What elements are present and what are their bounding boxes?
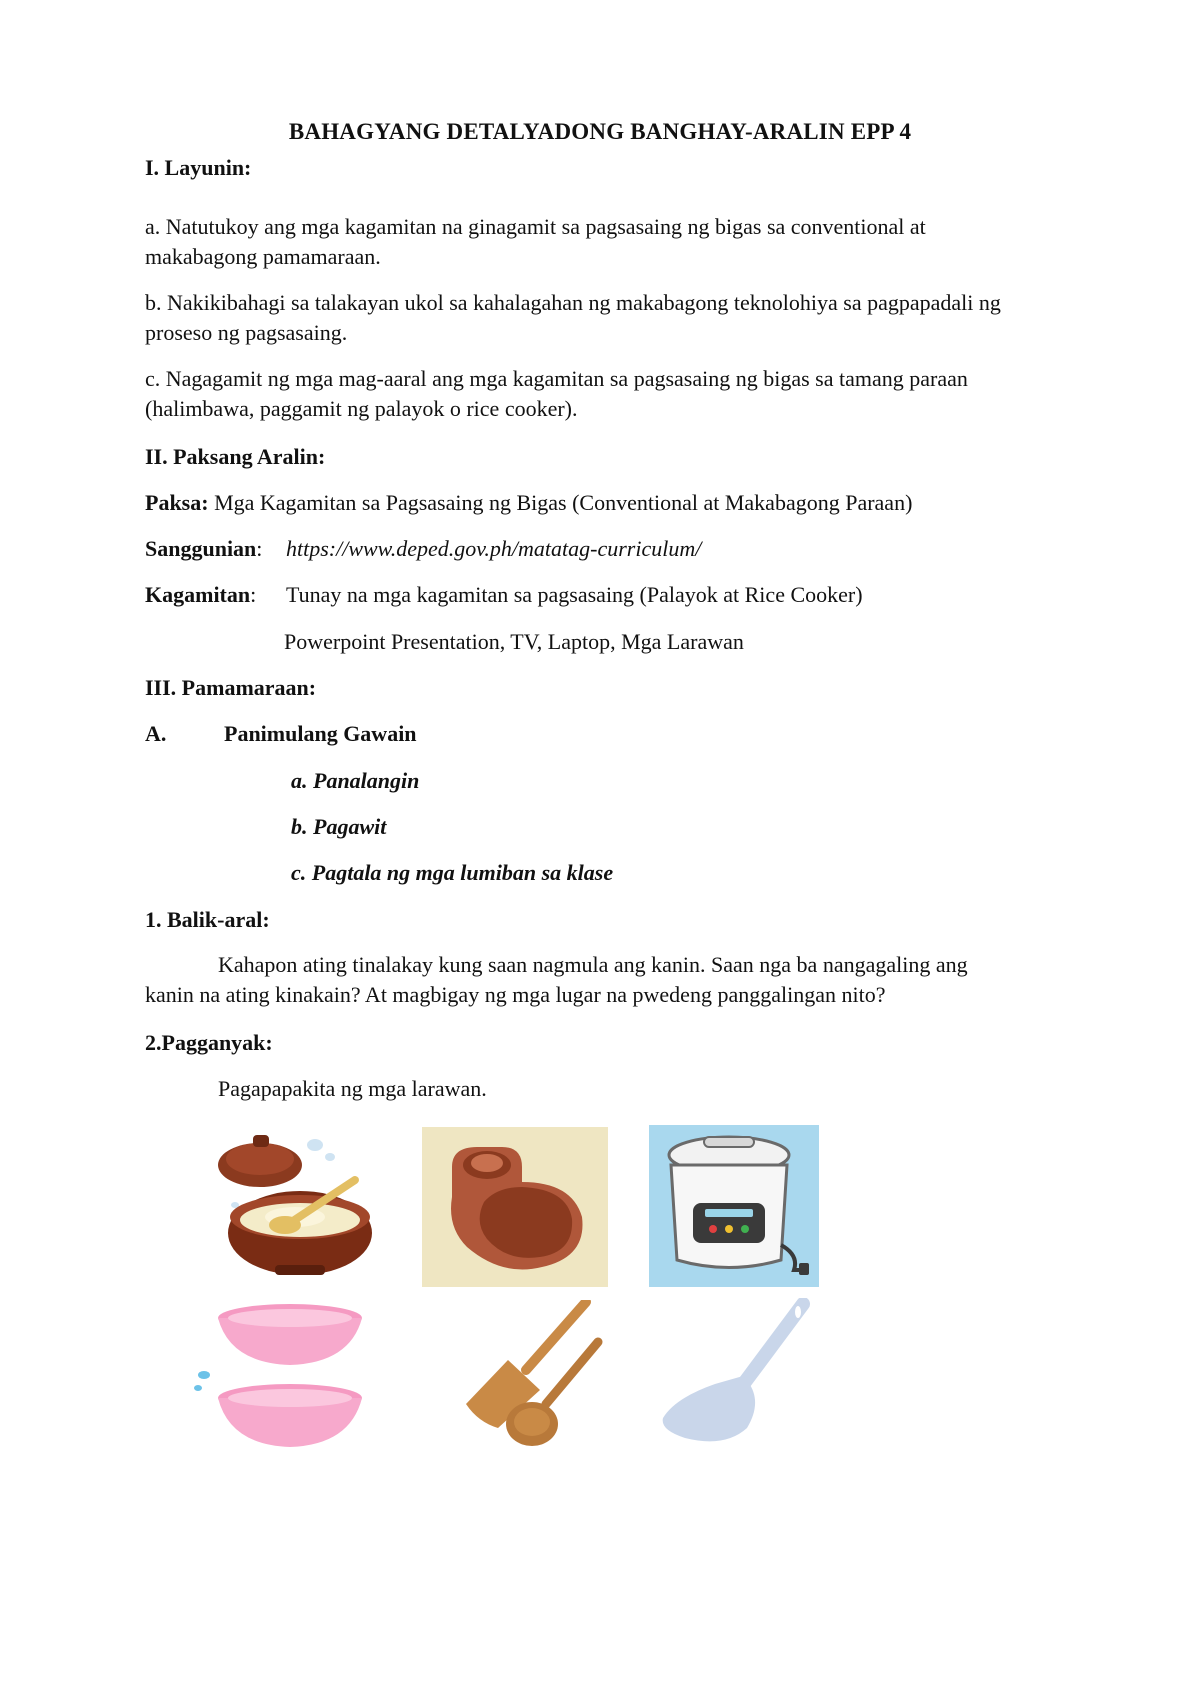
sanggunian-row: Sanggunian: [145,536,263,561]
kagamitan-label: Kagamitan [145,582,251,607]
objective-c-line1: c. Nagagamit ng mga mag-aaral ang mga kagamitan sa pagsasaing ng bigas sa tamang paraan [145,366,968,391]
paksa-label: Paksa: [145,490,209,515]
rice-cooker-image [649,1125,819,1287]
clay-pot-rice-image [215,1125,380,1285]
objective-b-line1: b. Nakikibahagi sa talakayan ukol sa kahalagahan ng makabagong teknolohiya sa pagpapadali ng [145,290,1001,315]
activity-item: c. Pagtala ng mga lumiban sa klase [291,860,614,885]
pagganyak-heading: 2.Pagganyak: [145,1030,273,1055]
pink-basin-image [190,1303,370,1455]
balik-aral-heading: 1. Balik-aral: [145,907,270,932]
paksa-value: Mga Kagamitan sa Pagsasaing ng Bigas (Conventional at Makabagong Paraan) [214,490,913,515]
sanggunian-label: Sanggunian [145,536,257,561]
activity-item: a. Panalangin [291,768,420,793]
paksa-row [145,488,912,518]
sanggunian-link[interactable]: https://www.deped.gov.ph/matatag-curriculum/ [286,536,702,561]
wooden-utensils-image [448,1300,608,1448]
pamamaraan-heading: III. Pamamaraan: [145,675,317,700]
balik-aral-line1: Kahapon ating tinalakay kung saan nagmula ang kanin. Saan nga ba nangagaling ang [218,952,968,977]
pagganyak-text: Pagapapakita ng mga larawan. [218,1076,487,1101]
objective-a-line2: makabagong pamamaraan. [145,244,381,269]
page-title: BAHAGYANG DETALYADONG BANGHAY-ARALIN EPP 4 [288,119,912,144]
kagamitan-value-1: Tunay na mga kagamitan sa pagsasaing (Palayok at Rice Cooker) [286,582,863,607]
objective-a-line1: a. Natutukoy ang mga kagamitan na ginagamit sa pagsasaing ng bigas sa conventional at [145,214,926,239]
objective-b-line2: proseso ng pagsasaing. [145,320,348,345]
clay-stove-image [422,1127,608,1287]
rice-scoop-image [655,1298,815,1448]
kagamitan-value-2: Powerpoint Presentation, TV, Laptop, Mga Larawan [284,629,744,654]
section-a-title: Panimulang Gawain [224,721,417,746]
balik-aral-line2: kanin na ating kinakain? At magbigay ng mga lugar na pwedeng panggalingan nito? [145,982,886,1007]
activity-item: b. Pagawit [291,814,387,839]
section-a-label: A. [145,721,167,746]
kagamitan-row: Kagamitan: [145,582,257,607]
paksang-aralin-heading: II. Paksang Aralin: [145,444,326,469]
objective-c-line2: (halimbawa, paggamit ng palayok o rice cooker). [145,396,578,421]
layunin-heading: I. Layunin: [145,155,252,180]
